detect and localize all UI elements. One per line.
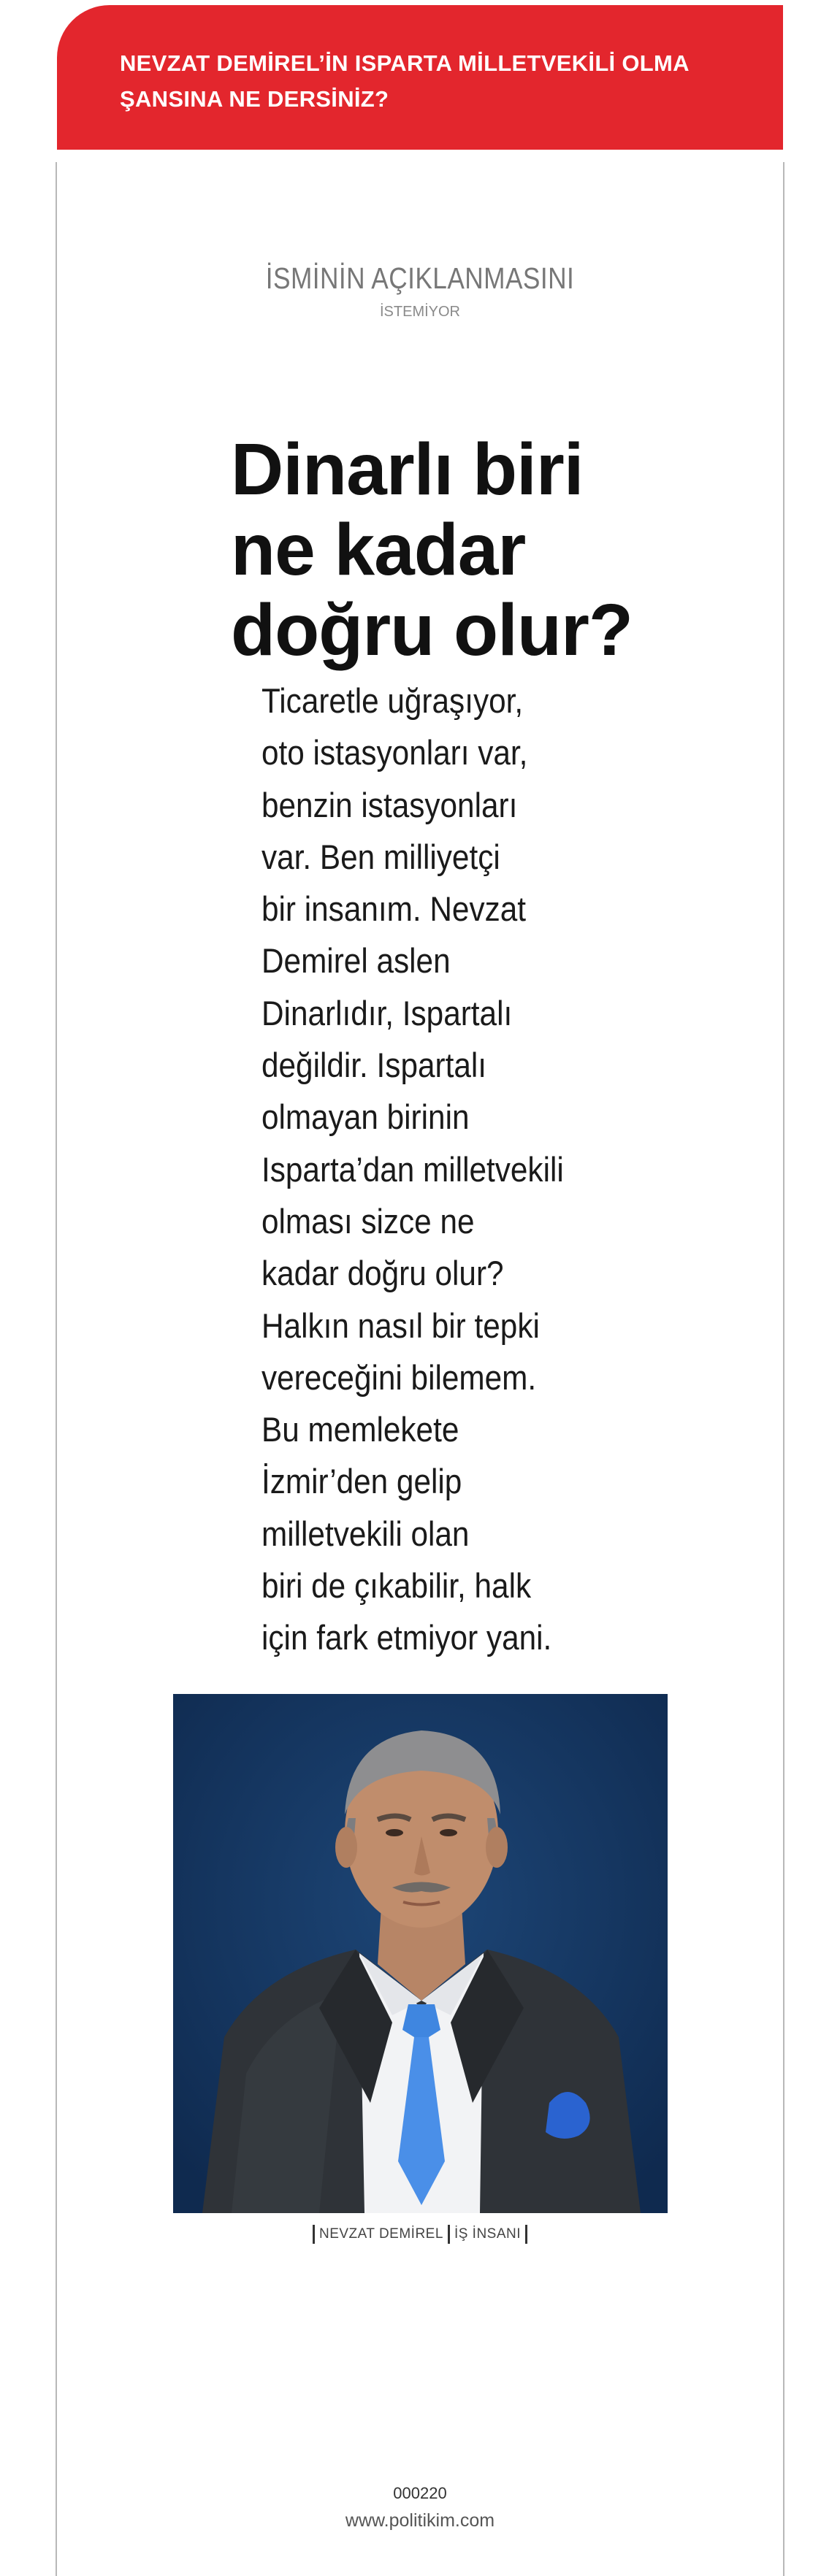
quote-line: vereceğini bilemem. bbox=[261, 1357, 537, 1397]
quote-line: Isparta’dan milletvekili bbox=[261, 1149, 564, 1189]
respondent-sub: İSTEMİYOR bbox=[379, 304, 460, 320]
quote-body bbox=[261, 675, 630, 1664]
quote-line: milletvekili olan bbox=[261, 1514, 470, 1553]
quote-line: olması sizce ne bbox=[261, 1201, 475, 1241]
quote-line: Dinarlıdır, Ispartalı bbox=[261, 993, 513, 1032]
quote-line: kadar doğru olur? bbox=[261, 1254, 504, 1293]
quote-line: Ticaretle uğraşıyor, bbox=[261, 681, 524, 720]
quote-line: Bu memlekete bbox=[261, 1410, 459, 1449]
photo-caption bbox=[0, 2225, 840, 2244]
header-title bbox=[120, 45, 777, 117]
footer-url[interactable]: www.politikim.com bbox=[345, 2510, 495, 2531]
left-divider bbox=[56, 162, 57, 2576]
headline-line-2: ne kadar bbox=[231, 509, 526, 591]
caption-name: NEVZAT DEMİREL bbox=[318, 2226, 443, 2242]
caption-role: İŞ İNSANI bbox=[454, 2226, 522, 2242]
portrait-illustration bbox=[173, 1694, 668, 2213]
respondent-name: İSMİNİN AÇIKLANMASINI bbox=[265, 261, 575, 295]
footer-code: 000220 bbox=[393, 2484, 447, 2502]
header-title-line-2: ŞANSINA NE DERSİNİZ? bbox=[120, 86, 389, 112]
quote-line: biri de çıkabilir, halk bbox=[261, 1566, 532, 1606]
quote-line: olmayan birinin bbox=[261, 1097, 470, 1137]
headline-line-3: doğru olur? bbox=[231, 589, 633, 671]
quote-line: oto istasyonları var, bbox=[261, 733, 528, 773]
caption-separator bbox=[448, 2225, 450, 2244]
quote-line: bir insanım. Nevzat bbox=[261, 889, 527, 929]
quote-line: İzmir’den gelip bbox=[261, 1462, 462, 1501]
caption-separator bbox=[313, 2225, 315, 2244]
quote-line: var. Ben milliyetçi bbox=[261, 837, 500, 876]
headline bbox=[231, 429, 742, 670]
caption-separator bbox=[525, 2225, 527, 2244]
header-banner bbox=[57, 5, 783, 150]
headline-line-1: Dinarlı biri bbox=[231, 429, 584, 510]
header-title-line-1: NEVZAT DEMİREL’İN ISPARTA MİLLETVEKİLİ OLMA bbox=[120, 50, 690, 76]
portrait-photo bbox=[173, 1694, 668, 2213]
right-divider bbox=[783, 162, 784, 2576]
quote-line: Demirel aslen bbox=[261, 941, 451, 981]
quote-line: değildir. Ispartalı bbox=[261, 1046, 487, 1085]
quote-line: Halkın nasıl bir tepki bbox=[261, 1306, 540, 1345]
quote-line: benzin istasyonları bbox=[261, 785, 518, 824]
quote-line: için fark etmiyor yani. bbox=[261, 1618, 552, 1657]
